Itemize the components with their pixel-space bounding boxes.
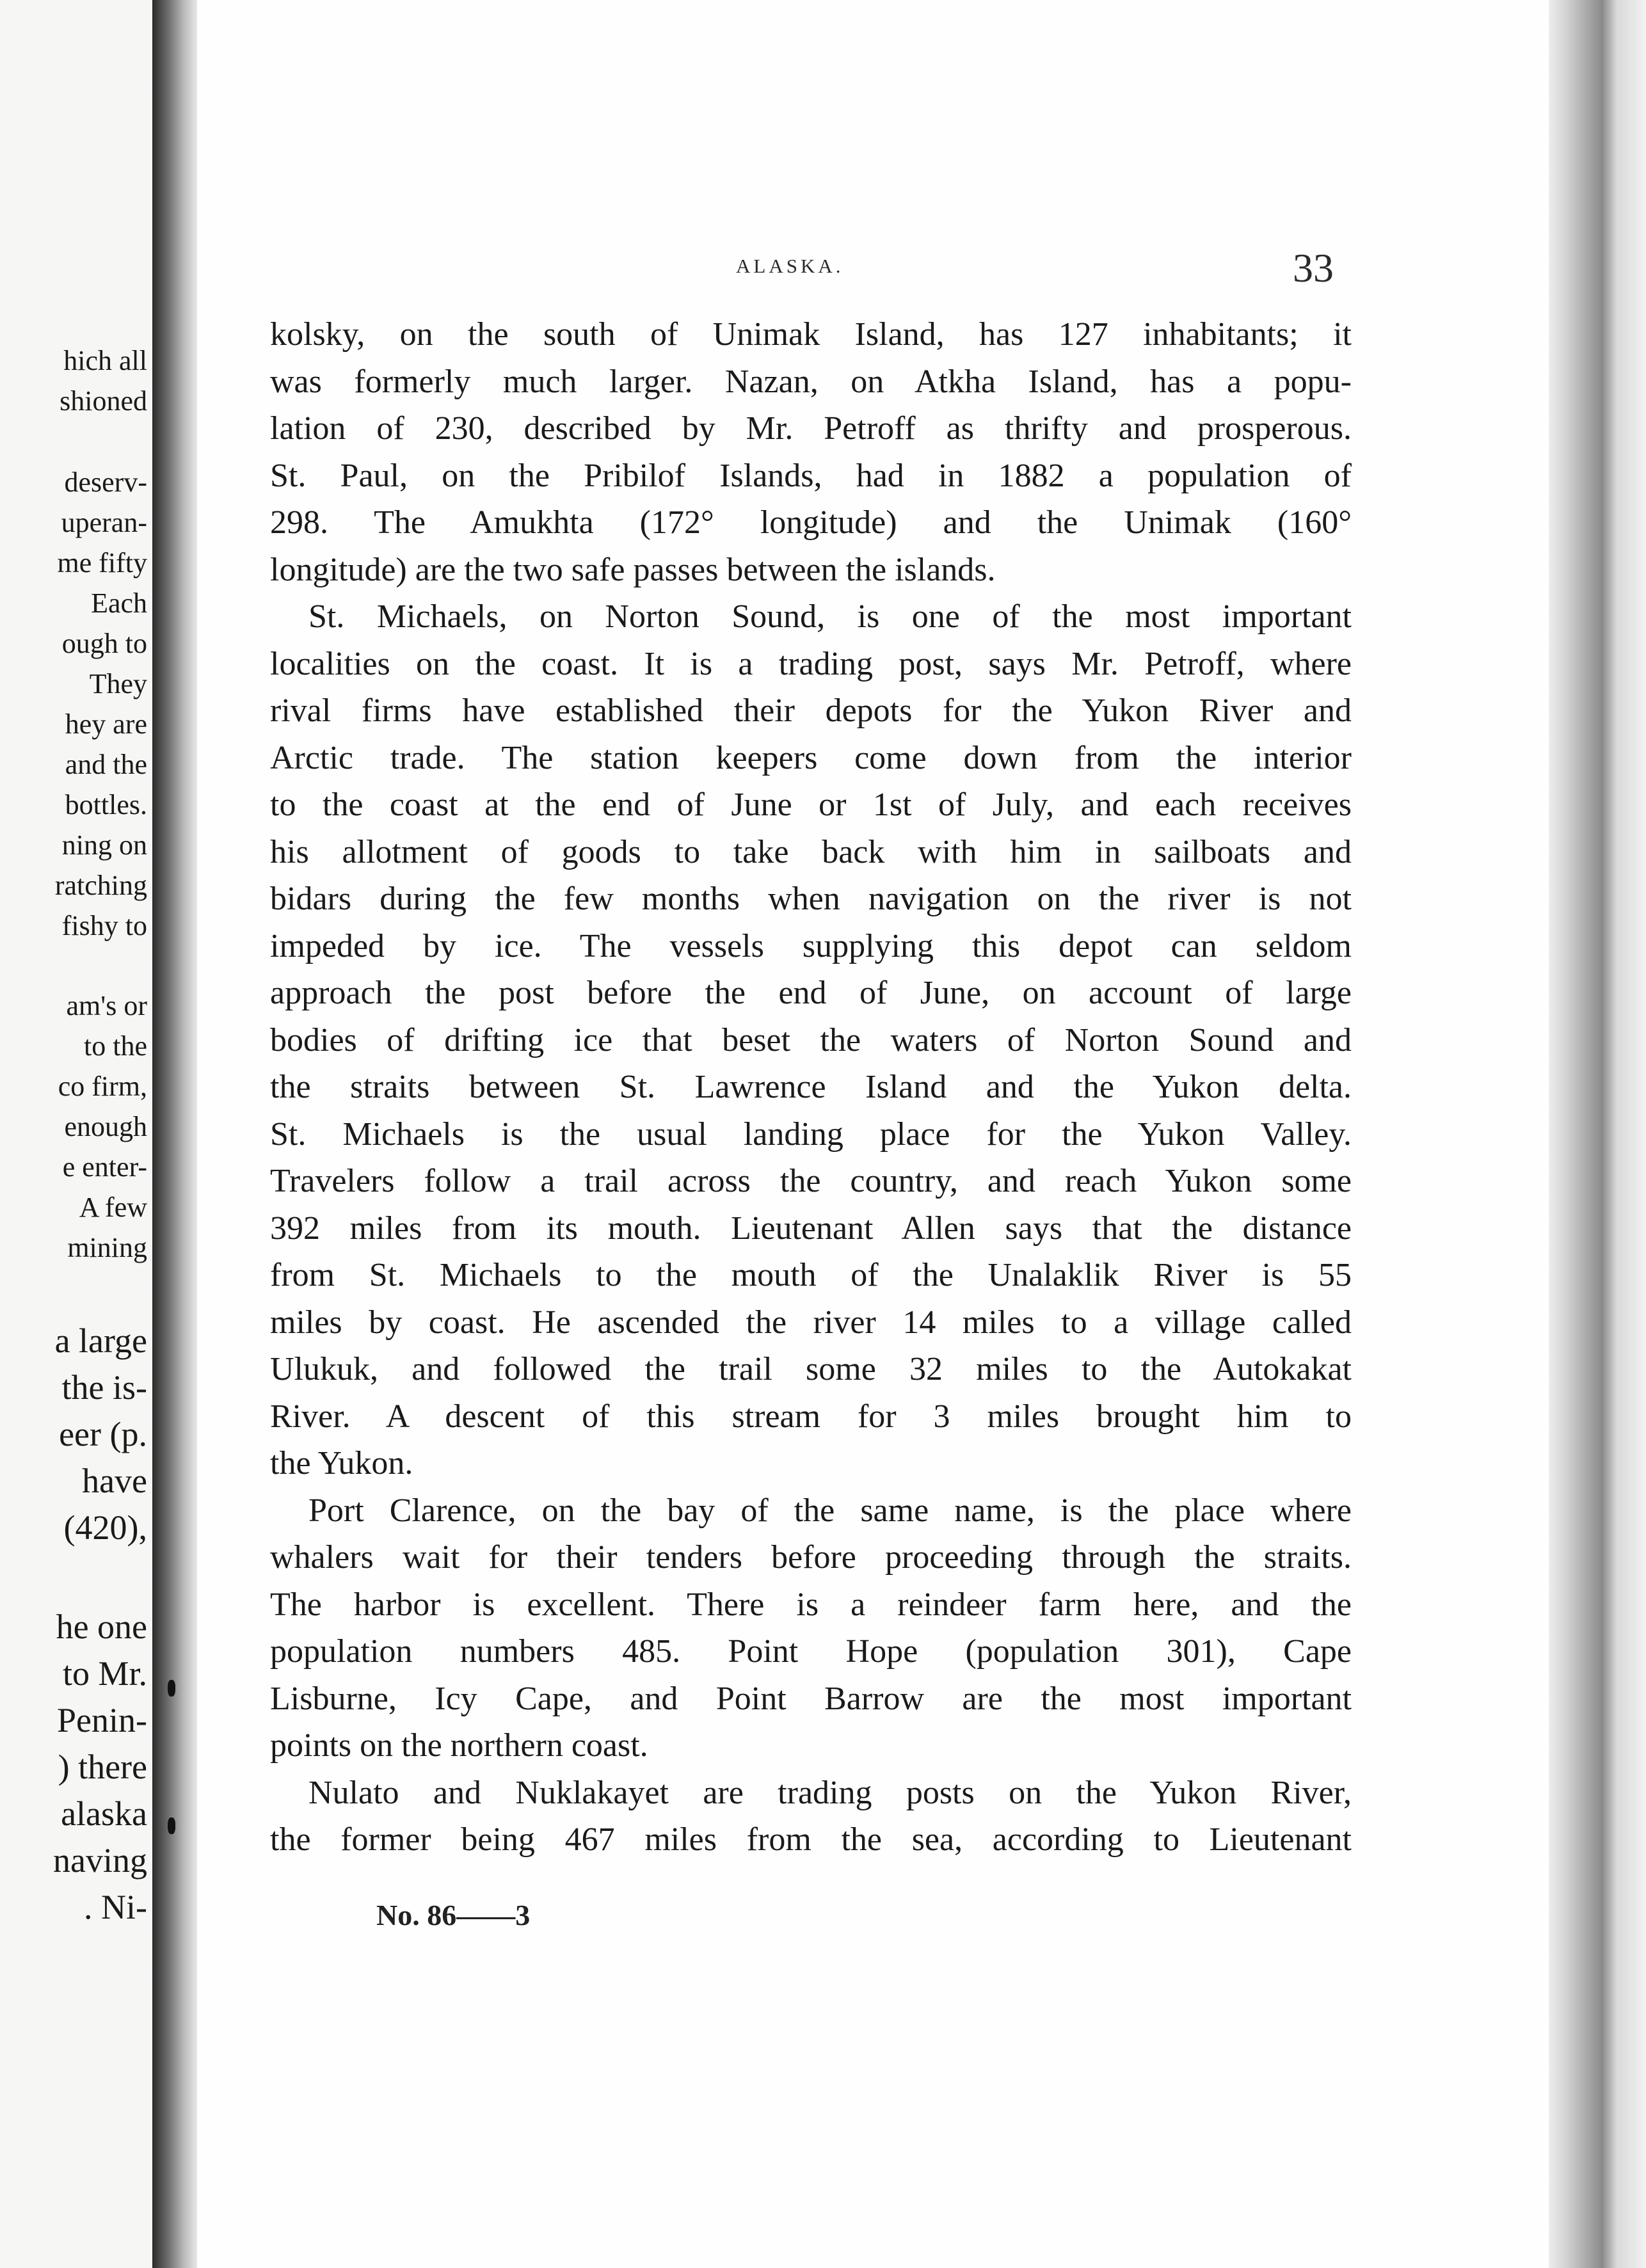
left-fragment: have: [82, 1462, 147, 1500]
text-line: 392 miles from its mouth. Lieutenant Allen says that the distance: [270, 1210, 1352, 1247]
text-line: localities on the coast. It is a trading post, says Mr. Petroff, where: [270, 645, 1352, 682]
text-line: Lisburne, Icy Cape, and Point Barrow are the most important: [270, 1680, 1352, 1717]
left-fragment: shioned: [60, 385, 147, 417]
left-fragment: enough: [64, 1111, 147, 1142]
text-line: his allotment of goods to take back with him in sailboats and: [270, 833, 1352, 870]
left-fragment: ough to: [61, 628, 147, 659]
page-edge-shadow: [1549, 0, 1646, 2268]
facing-page-fragment: [0, 0, 152, 2268]
text-line: St. Paul, on the Pribilof Islands, had in 1882 a population of: [270, 457, 1352, 494]
left-fragment: and the: [65, 749, 147, 780]
text-line: 298. The Amukhta (172° longitude) and the Unimak (160°: [270, 504, 1352, 541]
left-fragment: to the: [84, 1030, 147, 1062]
text-line: Travelers follow a trail across the country, and reach Yukon some: [270, 1163, 1352, 1199]
left-fragment: fishy to: [61, 910, 147, 941]
text-line: points on the northern coast.: [270, 1727, 648, 1764]
text-line: from St. Michaels to the mouth of the Unalaklik River is 55: [270, 1257, 1352, 1293]
text-line: Ulukuk, and followed the trail some 32 miles to the Autokakat: [270, 1351, 1352, 1387]
body-text: [270, 311, 1352, 1864]
text-line: the former being 467 miles from the sea, according to Lieutenant: [270, 1821, 1352, 1858]
page-number: 33: [1293, 245, 1334, 291]
left-fragment: uperan-: [61, 507, 147, 538]
text-line: Port Clarence, on the bay of the same name, is the place where: [308, 1492, 1352, 1529]
text-line: the Yukon.: [270, 1445, 413, 1481]
left-fragment: They: [89, 668, 147, 699]
text-line: the straits between St. Lawrence Island and the Yukon delta.: [270, 1069, 1352, 1105]
text-line: River. A descent of this stream for 3 miles brought him to: [270, 1398, 1352, 1435]
left-fragment: mining: [67, 1232, 147, 1263]
text-line: longitude) are the two safe passes between the islands.: [270, 551, 996, 588]
left-fragment: me fifty: [57, 547, 147, 579]
left-fragment: Penin-: [57, 1701, 147, 1739]
left-fragment: he one: [56, 1608, 147, 1646]
left-fragment: (420),: [63, 1508, 147, 1547]
text-line: Nulato and Nuklakayet are trading posts on the Yukon River,: [308, 1774, 1352, 1811]
left-fragment: am's or: [66, 990, 147, 1021]
text-line: approach the post before the end of June, on account of large: [270, 975, 1352, 1011]
left-fragment: deserv-: [64, 467, 147, 498]
text-line: impeded by ice. The vessels supplying this depot can seldom: [270, 927, 1352, 964]
left-fragment: co firm,: [58, 1071, 147, 1102]
running-head: ALASKA.: [736, 255, 844, 277]
binding-hole: [168, 1817, 175, 1834]
left-fragment: the is-: [61, 1368, 147, 1407]
left-fragment: naving: [53, 1841, 147, 1880]
text-line: population numbers 485. Point Hope (population 301), Cape: [270, 1633, 1352, 1670]
signature-mark: No. 86——3: [376, 1899, 531, 1931]
text-line: kolsky, on the south of Unimak Island, has 127 inhabitants; it: [270, 316, 1352, 353]
left-fragment: a large: [54, 1322, 147, 1360]
book-gutter: [152, 0, 197, 2268]
text-line: was formerly much larger. Nazan, on Atkha Island, has a popu-: [270, 363, 1352, 400]
left-fragment: bottles.: [65, 789, 147, 820]
left-fragment: to Mr.: [62, 1654, 147, 1693]
text-line: The harbor is excellent. There is a reindeer farm here, and the: [270, 1586, 1352, 1623]
text-line: to the coast at the end of June or 1st of July, and each receives: [270, 787, 1352, 823]
left-fragment: eer (p.: [59, 1415, 147, 1453]
text-line: whalers wait for their tenders before proceeding through the straits.: [270, 1539, 1352, 1576]
left-fragment: hich all: [63, 345, 147, 376]
left-fragment: ning on: [61, 829, 147, 861]
text-line: Arctic trade. The station keepers come down from the interior: [270, 739, 1352, 776]
text-line: St. Michaels is the usual landing place for the Yukon Valley.: [270, 1115, 1352, 1153]
left-fragment: ) there: [58, 1748, 147, 1786]
text-line: miles by coast. He ascended the river 14 miles to a village called: [270, 1304, 1352, 1341]
text-line: lation of 230, described by Mr. Petroff as thrifty and prosperous.: [270, 410, 1352, 447]
left-fragment: hey are: [65, 708, 147, 740]
left-fragment: A few: [79, 1192, 147, 1223]
text-line: rival firms have established their depots for the Yukon River and: [270, 692, 1352, 729]
left-fragment: alaska: [61, 1794, 147, 1833]
text-line: bidars during the few months when navigation on the river is not: [270, 881, 1352, 917]
text-line: St. Michaels, on Norton Sound, is one of the most important: [308, 598, 1352, 635]
text-line: bodies of drifting ice that beset the waters of Norton Sound and: [270, 1021, 1352, 1058]
left-fragment: Each: [91, 587, 147, 619]
binding-hole: [168, 1680, 175, 1697]
left-fragment: . Ni-: [84, 1888, 147, 1926]
left-fragment: e enter-: [62, 1151, 147, 1183]
left-fragment: ratching: [54, 870, 147, 901]
